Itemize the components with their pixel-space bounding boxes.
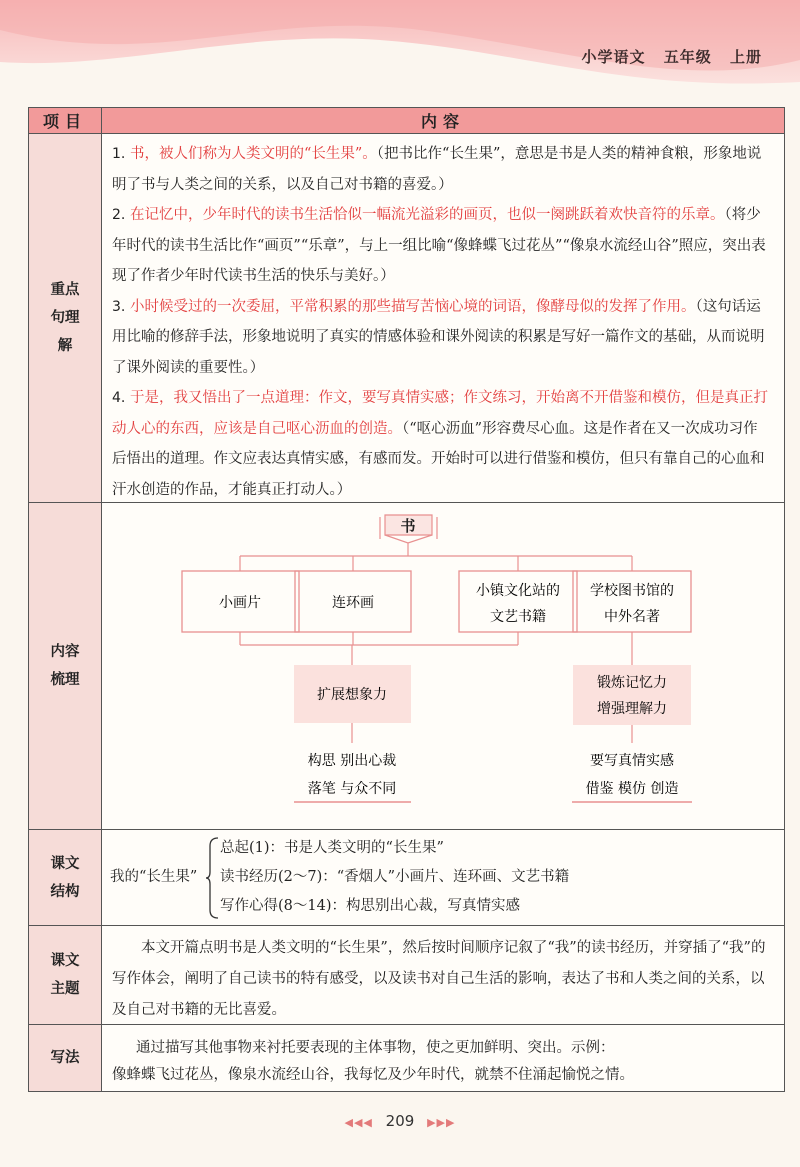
- summary-table: [28, 107, 785, 1092]
- explanation: （将少年时代的读书生活比作“画页”“乐章”，与上一组比喻“像蜂蝶飞过花丛”“像泉水流经山谷”照应，突出表现了作者少年时代读书生活的快乐与美好。）: [112, 207, 766, 284]
- key-sentences-content: [102, 134, 784, 502]
- row-label: 课文结构: [29, 830, 102, 925]
- structure-part: 总起(1)：书是人类文明的“长生果”: [220, 840, 444, 856]
- source-item: 学校图书馆的: [590, 583, 674, 599]
- quote: 小时候受过的一次委屈，平常积累的那些描写苦恼心境的词语，像酵母似的发挥了作用。: [129, 298, 696, 315]
- explanation: （“呕心沥血”形容费尽心血。这是作者在又一次成功习作后悟出的道理。作文应表达真情实感，有感而发。开始时可以进行借鉴和模仿，但只有靠自己的心血和汗水创造的作品，才能真正打动人。）: [112, 420, 765, 498]
- table-header: [29, 108, 784, 133]
- writing-left-2: 落笔 与众不同: [307, 781, 397, 797]
- effect-left: 扩展想象力: [317, 687, 387, 703]
- quote: 于是，我又悟出了一点道理：作文，要写真情实感；作文练习，开始离不开借鉴和模仿，但是真正打动人心的东西，应该是自己呕心沥血的创造。: [112, 390, 768, 437]
- effect-right-2: 增强理解力: [597, 701, 667, 717]
- structure-part: 读书经历(2～7)：“香烟人”小画片、连环画、文艺书籍: [220, 869, 570, 885]
- column-header-item: 项目: [29, 108, 102, 133]
- row-writing-method: [29, 1024, 784, 1091]
- right-arrows: ▶▶▶: [427, 1116, 456, 1129]
- structure-content: [102, 830, 784, 925]
- left-arrows: ◀◀◀: [344, 1116, 373, 1129]
- row-label: 课文主题: [29, 926, 102, 1024]
- row-label: 内容梳理: [29, 503, 102, 829]
- source-item: 小镇文化站的: [476, 583, 560, 599]
- writing-method-content: [102, 1025, 784, 1091]
- row-theme: [29, 925, 784, 1024]
- column-header-content: 内容: [102, 108, 784, 133]
- structure-root: 我的“长生果”: [110, 869, 198, 885]
- volume: 上册: [729, 48, 762, 66]
- list-item: 4. 于是，我又悟出了一点道理：作文，要写真情实感；作文练习，开始离不开借鉴和模仿，但是真正打动人心的东西，应该是自己呕心沥血的创造。（“呕心沥血”形容费尽心血。这是作者在又一次成功习作后悟出的道理。作文应表达真情实感，有感而发。开始时可以进行借鉴和模仿，但只有靠自己的心血和汗水创造的作品，才能真正打动人。）: [112, 390, 768, 498]
- source-item: 连环画: [332, 595, 374, 611]
- content-map-diagram: [102, 503, 784, 828]
- writing-method-example: 像蜂蝶飞过花丛，像泉水流经山谷，我每忆及少年时代，就禁不住涌起愉悦之情。: [112, 1067, 634, 1083]
- map-root: 书: [400, 517, 416, 535]
- explanation: （这句话运用比喻的修辞手法，形象地说明了真实的情感体验和课外阅读的积累是写好一篇作文的基础，从而说明了课外阅读的重要性。）: [112, 298, 765, 376]
- source-item: 文艺书籍: [490, 609, 546, 625]
- brace: [206, 836, 220, 920]
- row-label: 写法: [29, 1025, 102, 1091]
- writing-left-1: 构思 别出心裁: [307, 753, 397, 769]
- writing-method-text: 通过描写其他事物来衬托要表现的主体事物，使之更加鲜明、突出。示例：: [136, 1040, 615, 1056]
- effect-right-1: 锻炼记忆力: [597, 675, 667, 691]
- page-footer: [0, 1112, 800, 1130]
- grade: 五年级: [663, 48, 712, 66]
- writing-right-2: 借鉴 模仿 创造: [585, 781, 679, 797]
- source-item: 小画片: [219, 595, 261, 611]
- list-item: 2. 在记忆中，少年时代的读书生活恰似一幅流光溢彩的画页，也似一阕跳跃着欢快音符的乐章。（将少年时代的读书生活比作“画页”“乐章”，与上一组比喻“像蜂蝶飞过花丛”“像泉水流经山谷”照应，突出表现了作者少年时代读书生活的快乐与美好。）: [112, 207, 766, 284]
- row-content-map: [29, 502, 784, 829]
- row-key-sentences: [29, 133, 784, 502]
- page-number: 209: [385, 1112, 415, 1130]
- list-item: 1. 书，被人们称为人类文明的“长生果”。（把书比作“长生果”，意思是书是人类的精神食粮，形象地说明了书与人类之间的关系，以及自己对书籍的喜爱。）: [112, 146, 762, 193]
- row-label: 重点句理解: [29, 134, 102, 502]
- theme-content: [102, 926, 784, 1024]
- source-item: 中外名著: [604, 609, 660, 625]
- content-map-content: [102, 503, 784, 829]
- row-structure: [29, 829, 784, 925]
- explanation: （把书比作“长生果”，意思是书是人类的精神食粮，形象地说明了书与人类之间的关系，以及自己对书籍的喜爱。）: [112, 146, 762, 193]
- list-item: 3. 小时候受过的一次委屈，平常积累的那些描写苦恼心境的词语，像酵母似的发挥了作用。（这句话运用比喻的修辞手法，形象地说明了真实的情感体验和课外阅读的积累是写好一篇作文的基础，从而说明了课外阅读的重要性。）: [112, 298, 765, 376]
- structure-part: 写作心得(8～14)：构思别出心裁，写真情实感: [220, 898, 520, 914]
- quote: 在记忆中，少年时代的读书生活恰似一幅流光溢彩的画页，也似一阕跳跃着欢快音符的乐章。: [129, 207, 725, 223]
- header-title: [569, 46, 762, 67]
- subject: 小学语文: [581, 48, 646, 66]
- theme-text: 本文开篇点明书是人类文明的“长生果”，然后按时间顺序记叙了“我”的读书经历，并穿插了“我”的写作体会，阐明了自己读书的特有感受，以及读书对自己生活的影响，表达了书和人类之间的关系，以及自己对书籍的无比喜爱。: [112, 940, 766, 1018]
- quote: 书，被人们称为人类文明的“长生果”。: [129, 146, 377, 162]
- writing-right-1: 要写真情实感: [590, 753, 674, 769]
